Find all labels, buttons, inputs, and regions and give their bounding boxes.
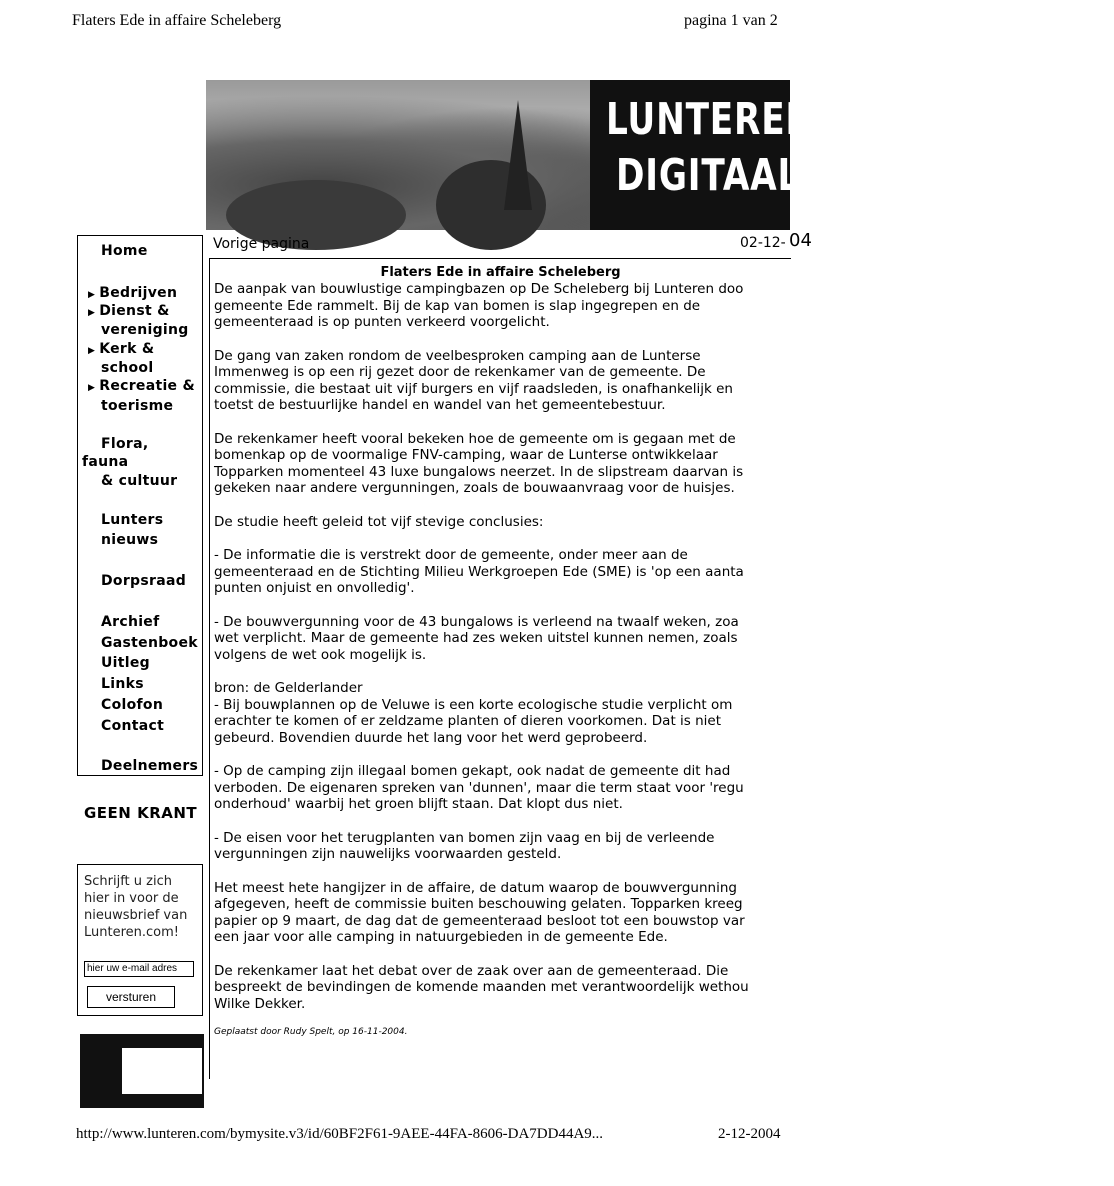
article-line: De studie heeft geleid tot vijf stevige conclusies: xyxy=(214,513,544,530)
nav-colofon[interactable]: Colofon xyxy=(101,697,164,713)
posted-by: Geplaatst door Rudy Spelt, op 16-11-2004. xyxy=(214,1027,408,1037)
article-line: bomenkap op de voormalige FNV-camping, waar de Lunterse ontwikkelaar xyxy=(214,447,718,463)
nav-flora-line3[interactable]: & cultuur xyxy=(101,473,178,489)
previous-page-link[interactable]: Vorige pagina xyxy=(213,236,310,252)
print-header-title: Flaters Ede in affaire Scheleberg xyxy=(72,12,282,29)
article-line: - De eisen voor het terugplanten van bomen zijn vaag en bij de verleende xyxy=(214,829,715,846)
nav-uitleg[interactable]: Uitleg xyxy=(101,655,150,671)
article-heading: Flaters Ede in affaire Scheleberg xyxy=(380,265,621,280)
article-line: De rekenkamer heeft vooral bekeken hoe de gemeente om is gegaan met de xyxy=(214,430,736,447)
nav-dienst[interactable]: ▶ Dienst & xyxy=(88,303,170,319)
geen-krant-label[interactable]: GEEN KRANT xyxy=(84,804,198,822)
article-line: De gang van zaken rondom de veelbesproken camping aan de Lunterse xyxy=(214,347,701,364)
article-line: afgegeven, heeft de commissie buiten beschouwing gelaten. Topparken kreeg xyxy=(214,896,743,912)
article-line: wet verplicht. Maar de gemeente had zes weken uitstel kunnen nemen, zoals xyxy=(214,630,738,646)
article-line: gemeenteraad is op punten verkeerd voorgelicht. xyxy=(214,314,550,330)
article-line: gemeenteraad en de Stichting Milieu Werkgroepen Ede (SME) is 'op een aanta xyxy=(214,563,744,580)
article-body xyxy=(214,281,1114,1041)
print-footer-date: 2-12-2004 xyxy=(718,1126,781,1142)
church-spire-image xyxy=(504,100,532,210)
nav-deelnemers[interactable]: Deelnemers xyxy=(101,758,199,774)
article-line: verboden. De eigenaren spreken van 'dunnen', maar die term staat voor 'regu xyxy=(214,779,744,796)
print-footer-url: http://www.lunteren.com/bymysite.v3/id/60BF2F61-9AEE-44FA-8606-DA7DD44A9... xyxy=(76,1126,604,1142)
article-line: bespreekt de bevindingen de komende maanden met verantwoordelijk wethou xyxy=(214,979,749,995)
article-line: - Op de camping zijn illegaal bomen gekapt, ook nadat de gemeente dit had xyxy=(214,763,731,779)
article-line: gemeente Ede rammelt. Bij de kap van bomen is slap ingegrepen en de xyxy=(214,297,701,314)
nav-dienst-line2[interactable]: vereniging xyxy=(101,322,189,338)
arrow-right-icon: ▶ xyxy=(88,290,96,300)
article-line: - De bouwvergunning voor de 43 bungalows is verleend na twaalf weken, zoa xyxy=(214,613,739,630)
nav-recreatie[interactable]: ▶ Recreatie & xyxy=(88,378,196,394)
article-line: Het meest hete hangijzer in de affaire, de datum waarop de bouwvergunning xyxy=(214,879,737,896)
newsletter-box xyxy=(77,864,203,1016)
article-line: vergunningen zijn nauwelijks voorwaarden gesteld. xyxy=(214,846,562,862)
article-line: gebeurd. Bovendien duurde het lang voor het werd geprobeerd. xyxy=(214,729,648,746)
nav-kerk[interactable]: ▶ Kerk & xyxy=(88,341,155,357)
arrow-right-icon: ▶ xyxy=(88,383,96,393)
article-line: commissie, die bestaat uit vijf burgers en vijf raadsleden, is onafhankelijk en xyxy=(214,380,733,397)
nav-gastenboek[interactable]: Gastenboek xyxy=(101,635,198,651)
newsletter-submit-button[interactable]: versturen xyxy=(87,986,175,1008)
article-line: - De informatie die is verstrekt door de gemeente, onder meer aan de xyxy=(214,547,688,563)
article-line: De aanpak van bouwlustige campingbazen op De Scheleberg bij Lunteren doo xyxy=(214,281,744,297)
article-content xyxy=(209,258,791,1079)
nav-links[interactable]: Links xyxy=(101,676,144,692)
weather-widget xyxy=(80,1034,204,1108)
article-line: papier op 9 maart, de dag dat de gemeenteraad besloot tot een bouwstop var xyxy=(214,912,745,929)
banner-title-line1: LUNTEREN xyxy=(606,94,815,145)
nav-kerk-line2[interactable]: school xyxy=(101,360,154,376)
article-date: 02-12- xyxy=(740,235,786,251)
sidebar-nav xyxy=(77,235,203,776)
article-line: onderhoud' waarbij het groen blijft staan. Dat klopt dus niet. xyxy=(214,796,623,812)
nav-contact[interactable]: Contact xyxy=(101,718,165,734)
article-line: - Bij bouwplannen op de Veluwe is een korte ecologische studie verplicht om xyxy=(214,696,733,713)
article-line: Immenweg is op een rij gezet door de rekenkamer van de gemeente. De xyxy=(214,364,706,380)
nav-home[interactable]: Home xyxy=(101,243,148,259)
nav-flora[interactable]: Flora, xyxy=(101,436,149,452)
article-line: Wilke Dekker. xyxy=(214,995,306,1012)
nav-bedrijven[interactable]: ▶ Bedrijven xyxy=(88,285,178,301)
article-line: bron: de Gelderlander xyxy=(214,680,363,696)
banner-title-line2: DIGITAAL xyxy=(616,150,801,201)
nav-archief[interactable]: Archief xyxy=(101,614,160,630)
article-line: gekeken naar andere vergunningen, zoals de bouwaanvraag voor de huisjes. xyxy=(214,480,735,496)
arrow-right-icon: ▶ xyxy=(88,308,96,318)
nav-recreatie-line2[interactable]: toerisme xyxy=(101,398,174,414)
article-line: een jaar voor alle camping in natuurgebieden in de gemeente Ede. xyxy=(214,929,668,945)
article-line: Topparken momenteel 43 luxe bungalows neerzet. In de slipstream daarvan is xyxy=(214,463,744,480)
article-line: volgens de wet ook mogelijk is. xyxy=(214,646,427,663)
site-banner xyxy=(206,80,815,230)
article-date-handwritten: 04 xyxy=(789,230,812,251)
nav-dorpsraad[interactable]: Dorpsraad xyxy=(101,573,187,589)
article-line: toetst de bestuurlijke handel en wandel van het gemeentebestuur. xyxy=(214,397,666,413)
article-line: De rekenkamer laat het debat over de zaak over aan de gemeenteraad. Die xyxy=(214,962,729,979)
nav-lunters-nieuws[interactable]: Lunters xyxy=(101,512,164,528)
article-line: erachter te komen of er zeldzame planten of dieren voorkomen. Dat is niet xyxy=(214,713,722,729)
newsletter-text: Schrijft u zich hier in voor de nieuwsbrief van Lunteren.com! xyxy=(84,874,188,940)
arrow-right-icon: ▶ xyxy=(88,346,96,356)
newsletter-email-input[interactable]: hier uw e-mail adres xyxy=(84,961,194,977)
print-header-page: pagina 1 van 2 xyxy=(684,12,778,29)
nav-lunters-nieuws-line2[interactable]: nieuws xyxy=(101,532,159,548)
article-line: punten onjuist en onvolledig'. xyxy=(214,580,415,596)
nav-flora-line2[interactable]: fauna xyxy=(82,454,129,470)
